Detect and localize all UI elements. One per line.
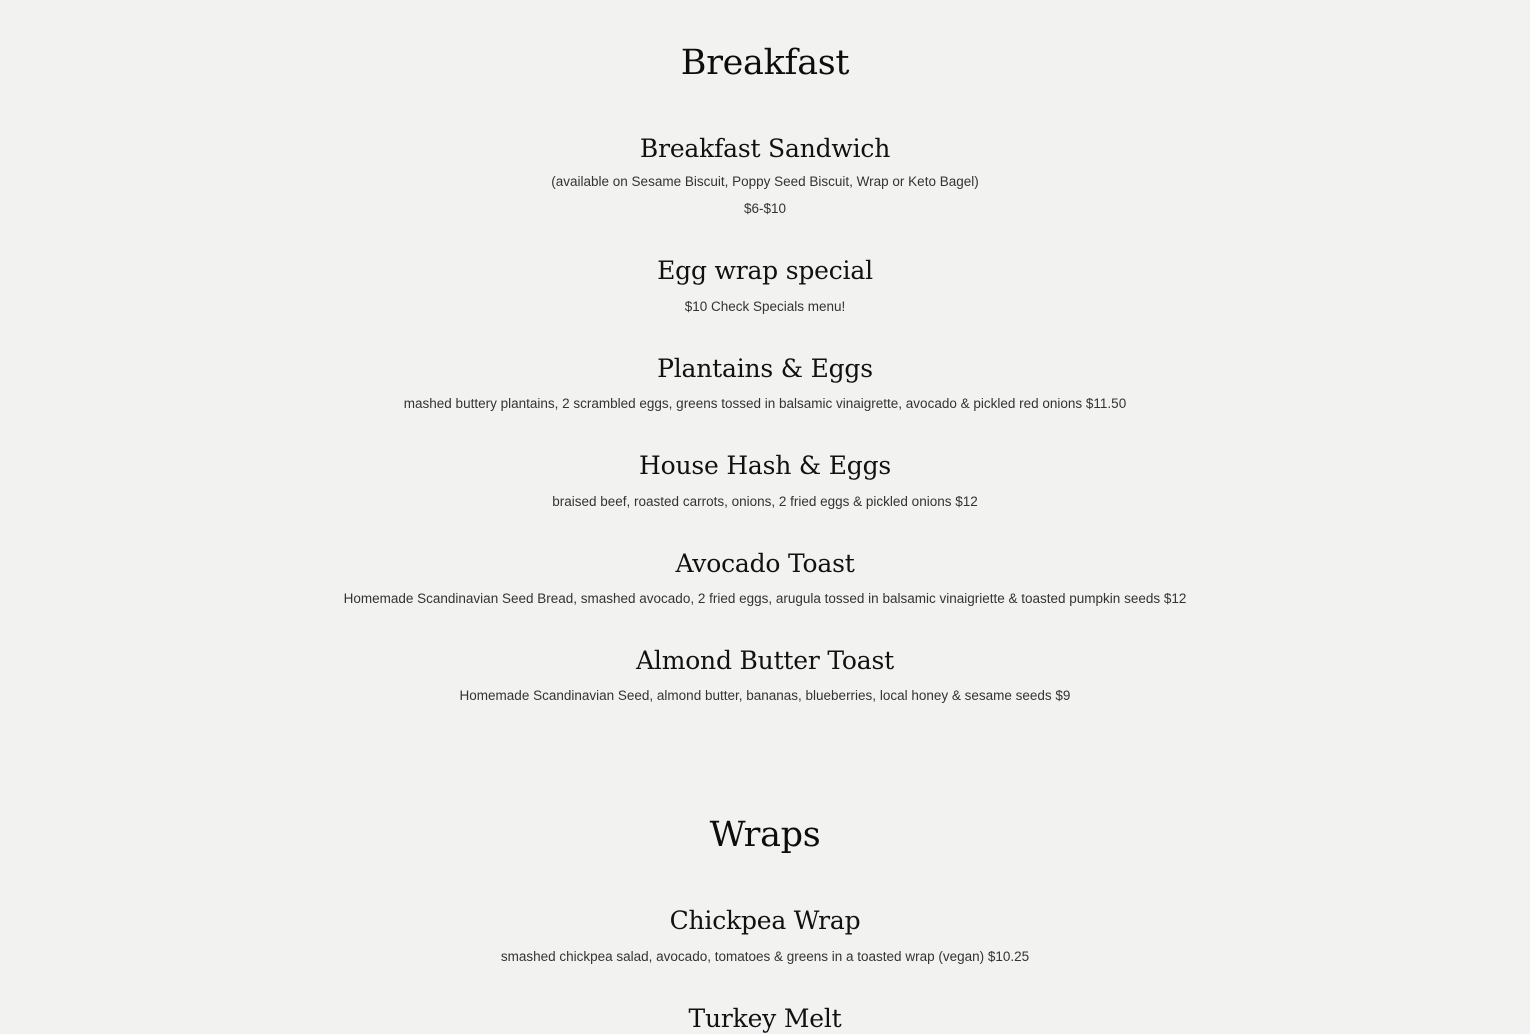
item-description-avocado-toast: Homemade Scandinavian Seed Bread, smashed avocado, 2 fried eggs, arugula tossed in balsamic vinaigriette & toasted pumpkin seeds $12 [343, 591, 1187, 606]
item-description-almond-butter-toast: Homemade Scandinavian Seed, almond butter, bananas, blueberries, local honey & sesame seeds $9 [459, 688, 1071, 703]
item-description-egg-wrap-special: $10 Check Specials menu! [684, 299, 846, 314]
item-description-plantains-eggs: mashed buttery plantains, 2 scrambled eggs, greens tossed in balsamic vinaigrette, avocado & pickled red onions $11.50 [403, 396, 1127, 411]
item-description-chickpea-wrap: smashed chickpea salad, avocado, tomatoes & greens in a toasted wrap (vegan) $10.25 [500, 949, 1030, 964]
item-name-avocado-toast: Avocado Toast [675, 549, 855, 578]
section-title-breakfast: Breakfast [680, 43, 850, 83]
item-name-almond-butter-toast: Almond Butter Toast [636, 646, 894, 675]
item-name-egg-wrap-special: Egg wrap special [657, 256, 873, 285]
item-name-house-hash-eggs: House Hash & Eggs [639, 451, 891, 480]
item-name-chickpea-wrap: Chickpea Wrap [669, 906, 861, 935]
item-description-house-hash-eggs: braised beef, roasted carrots, onions, 2 fried eggs & pickled onions $12 [552, 494, 978, 509]
section-title-wraps: Wraps [709, 815, 821, 855]
item-name-breakfast-sandwich: Breakfast Sandwich [639, 134, 891, 163]
item-name-plantains-eggs: Plantains & Eggs [657, 354, 873, 383]
item-name-turkey-melt: Turkey Melt [688, 1004, 842, 1033]
item-price-breakfast-sandwich: $6-$10 [743, 201, 787, 216]
item-description-breakfast-sandwich: (available on Sesame Biscuit, Poppy Seed Biscuit, Wrap or Keto Bagel) [551, 174, 979, 189]
